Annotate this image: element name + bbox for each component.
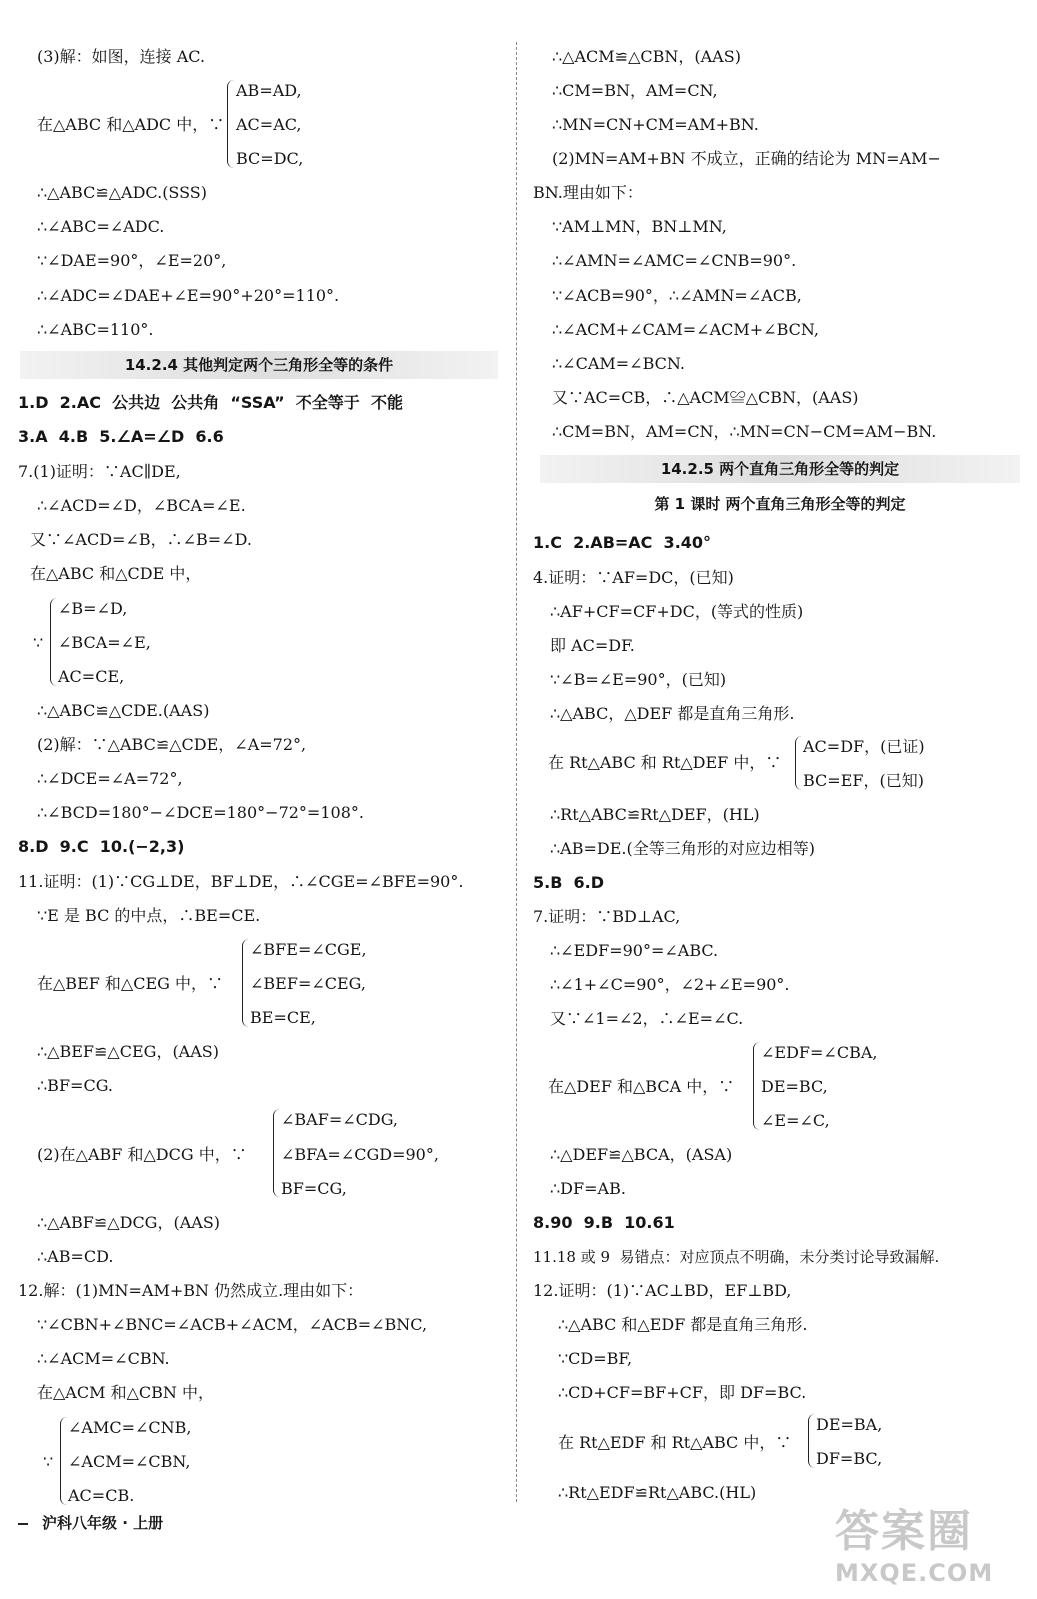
footer-text: 沪科八年级 · 上册: [42, 1514, 164, 1532]
text-line: 即 AC=DF.: [550, 636, 635, 655]
text-line: BC=DC,: [236, 149, 304, 168]
text-line: ∠AMC=∠CNB,: [68, 1418, 192, 1437]
text-line: ∴△ABF≌△DCG，(AAS): [37, 1213, 221, 1232]
text-line: ∴∠CAM=∠BCN.: [552, 354, 685, 373]
column-divider: [516, 42, 517, 1502]
text-line: ∴AF+CF=CF+DC，(等式的性质): [550, 602, 804, 621]
answer-line: 8.90 9.B 10.61: [533, 1213, 675, 1232]
text-line: ∠BAF=∠CDG,: [281, 1110, 398, 1129]
text-line: 又∵∠1=∠2，∴∠E=∠C.: [550, 1009, 744, 1028]
text-line: ∵∠DAE=90°，∠E=20°,: [37, 251, 227, 270]
text-line: ∠BFA=∠CGD=90°,: [281, 1145, 439, 1164]
text-line: ∴∠ABC=110°.: [37, 320, 154, 339]
text-line: AC=CE,: [58, 667, 125, 686]
text-line: 12.证明：(1)∵AC⊥BD，EF⊥BD,: [533, 1281, 792, 1300]
text-line: ∴DF=AB.: [550, 1179, 626, 1198]
text-line: ∴∠ADC=∠DAE+∠E=90°+20°=110°.: [37, 286, 340, 305]
text-line: ∴∠BCD=180°−∠DCE=180°−72°=108°.: [37, 803, 364, 822]
text-line: ∴△ABC 和△EDF 都是直角三角形.: [558, 1315, 808, 1334]
text-line: ∴△ACM≌△CBN，(AAS): [552, 47, 741, 66]
text-line: 在 Rt△ABC 和 Rt△DEF 中，∵: [548, 753, 782, 772]
text-line: ∵∠ACB=90°，∴∠AMN=∠ACB,: [552, 286, 802, 305]
text-line: ∴MN=CN+CM=AM+BN.: [552, 115, 759, 134]
text-line: ∵∠CBN+∠BNC=∠ACB+∠ACM，∠ACB=∠BNC,: [37, 1315, 428, 1334]
text-line: ∠E=∠C,: [761, 1111, 830, 1130]
page-footer: [18, 1512, 163, 1533]
footer-dash: [18, 1523, 28, 1525]
text-line: 在△ABC 和△CDE 中，: [30, 564, 202, 583]
text-line: (2)解：∵△ABC≌△CDE，∠A=72°,: [37, 735, 307, 754]
brace: [50, 598, 58, 686]
text-line: ∴AB=DE.(全等三角形的对应边相等): [550, 839, 815, 858]
text-line: 又∵∠ACD=∠B，∴∠B=∠D.: [30, 530, 252, 549]
watermark-url: MXQE.COM: [835, 1559, 994, 1587]
answer-line: 5.B 6.D: [533, 873, 605, 892]
subsection-heading: 第 1 课时 两个直角三角形全等的判定: [654, 495, 906, 513]
brace: [227, 80, 235, 168]
text-line: ∠EDF=∠CBA,: [761, 1043, 878, 1062]
text-line: BF=CG,: [281, 1179, 347, 1198]
section-heading: 14.2.4 其他判定两个三角形全等的条件: [20, 351, 498, 379]
text-line: ∠BCA=∠E,: [58, 633, 151, 652]
answer-line: 1.D 2.AC 公共边 公共角 “SSA” 不全等于 不能: [18, 393, 403, 412]
text-line: DF=BC,: [816, 1449, 883, 1468]
text-line: 4.证明：∵AF=DC，(已知): [533, 568, 734, 587]
text-line: DE=BC,: [761, 1077, 828, 1096]
text-line: ∴CM=BN，AM=CN,: [552, 81, 718, 100]
brace: [273, 1109, 281, 1197]
text-line: AC=DF，(已证): [803, 737, 925, 756]
text-line: 在△BEF 和△CEG 中，∵: [37, 974, 224, 993]
text-line: ∴Rt△ABC≌Rt△DEF，(HL): [550, 805, 760, 824]
text-line: ∴△ABC≌△ADC.(SSS): [37, 183, 207, 202]
text-line: ∴△ABC≌△CDE.(AAS): [37, 701, 210, 720]
text-line: ∴∠ABC=∠ADC.: [37, 217, 165, 236]
text-line: 在△ACM 和△CBN 中，: [37, 1383, 214, 1402]
text-line: ∠BEF=∠CEG,: [250, 974, 366, 993]
text-line: ∵∠B=∠E=90°，(已知): [550, 670, 727, 689]
text-line: ∴∠AMN=∠AMC=∠CNB=90°.: [552, 251, 797, 270]
answer-line: 8.D 9.C 10.(−2,3): [18, 837, 185, 856]
text-line: ∵E 是 BC 的中点，∴BE=CE.: [37, 906, 261, 925]
brace: [60, 1417, 68, 1505]
text-line: ∵AM⊥MN，BN⊥MN,: [552, 217, 727, 236]
text-line: ∴∠ACM+∠CAM=∠ACM+∠BCN,: [552, 320, 819, 339]
brace: [753, 1042, 761, 1130]
text-line: 11.18 或 9 易错点：对应顶点不明确，未分类讨论导致漏解.: [533, 1248, 940, 1266]
brace: [795, 736, 803, 790]
text-line: ∴CM=BN，AM=CN，∴MN=CN−CM=AM−BN.: [552, 422, 937, 441]
watermark-logo-text: 答案圈: [835, 1506, 973, 1557]
text-line: 7.证明：∵BD⊥AC,: [533, 907, 681, 926]
text-line: 12.解：(1)MN=AM+BN 仍然成立.理由如下：: [18, 1281, 364, 1300]
watermark: [835, 1495, 1025, 1595]
text-line: DE=BA,: [816, 1415, 883, 1434]
text-line: BN.理由如下：: [533, 183, 643, 202]
text-line: 在 Rt△EDF 和 Rt△ABC 中，∵: [558, 1433, 792, 1452]
text-line: AB=AD,: [236, 81, 302, 100]
text-line: ∵: [43, 1452, 54, 1471]
text-line: ∠ACM=∠CBN,: [68, 1452, 191, 1471]
text-line: ∠BFE=∠CGE,: [250, 940, 367, 959]
text-line: ∴∠ACM=∠CBN.: [37, 1349, 170, 1368]
text-line: (2)在△ABF 和△DCG 中，∵: [37, 1145, 247, 1164]
text-line: 在△DEF 和△BCA 中，∵: [548, 1077, 735, 1096]
text-line: (3)解：如图，连接 AC.: [37, 47, 206, 66]
text-line: BE=CE,: [250, 1008, 316, 1027]
text-line: AC=CB.: [68, 1486, 135, 1505]
answer-line: 3.A 4.B 5.∠A=∠D 6.6: [18, 427, 224, 446]
text-line: 11.证明：(1)∵CG⊥DE，BF⊥DE，∴∠CGE=∠BFE=90°.: [18, 872, 464, 891]
section-heading: 14.2.5 两个直角三角形全等的判定: [540, 455, 1020, 483]
text-line: 7.(1)证明：∵AC∥DE,: [18, 462, 181, 481]
text-line: ∴∠1+∠C=90°，∠2+∠E=90°.: [550, 975, 790, 994]
text-line: ∴CD+CF=BF+CF，即 DF=BC.: [558, 1383, 807, 1402]
text-line: ∴Rt△EDF≌Rt△ABC.(HL): [558, 1483, 757, 1502]
text-line: ∴△ABC，△DEF 都是直角三角形.: [550, 704, 795, 723]
text-line: ∴BF=CG.: [37, 1076, 113, 1095]
text-line: ∴∠ACD=∠D，∠BCA=∠E.: [37, 496, 246, 515]
text-line: ∵: [33, 633, 44, 652]
text-line: 在△ABC 和△ADC 中，∵: [37, 115, 225, 134]
text-line: ∴△DEF≌△BCA，(ASA): [550, 1145, 733, 1164]
text-line: ∠B=∠D,: [58, 599, 128, 618]
brace: [808, 1414, 816, 1468]
text-line: ∴AB=CD.: [37, 1247, 114, 1266]
text-line: ∴∠EDF=90°=∠ABC.: [550, 941, 719, 960]
text-line: (2)MN=AM+BN 不成立，正确的结论为 MN=AM−: [552, 149, 941, 168]
text-line: ∴△BEF≌△CEG，(AAS): [37, 1042, 219, 1061]
text-line: 又∵AC=CB，∴△ACM≌△CBN，(AAS): [552, 388, 859, 407]
text-line: AC=AC,: [236, 115, 302, 134]
text-line: ∴∠DCE=∠A=72°,: [37, 769, 183, 788]
answer-line: 1.C 2.AB=AC 3.40°: [533, 533, 712, 552]
text-line: ∵CD=BF,: [558, 1349, 633, 1368]
text-line: BC=EF，(已知): [803, 771, 924, 790]
brace: [242, 939, 250, 1027]
